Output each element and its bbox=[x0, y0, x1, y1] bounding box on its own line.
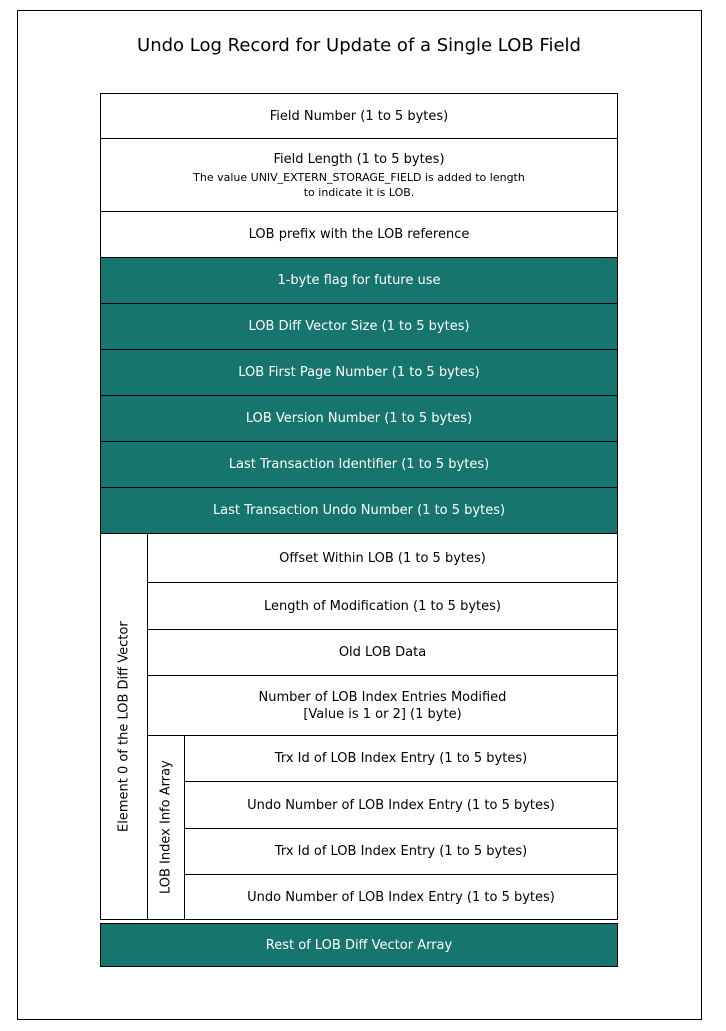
row-label: Trx Id of LOB Index Entry (1 to 5 bytes) bbox=[274, 844, 528, 859]
row-offset-within-lob bbox=[148, 534, 617, 582]
row-undo-number-lob-index-entry-1 bbox=[185, 782, 617, 828]
element0-vertical-label: Element 0 of the LOB Diff Vector bbox=[101, 534, 147, 919]
row-field-number bbox=[101, 94, 617, 138]
row-label: Trx Id of LOB Index Entry (1 to 5 bytes) bbox=[274, 751, 528, 766]
row-label: Undo Number of LOB Index Entry (1 to 5 bytes) bbox=[247, 797, 555, 813]
row-last-transaction-identifier bbox=[101, 442, 617, 487]
row-label: Undo Number of LOB Index Entry (1 to 5 bytes) bbox=[247, 889, 555, 905]
row-lob-diff-vector-size bbox=[101, 304, 617, 349]
row-label: LOB prefix with the LOB reference bbox=[248, 227, 470, 242]
row-length-of-modification bbox=[148, 583, 617, 629]
row-label: Last Transaction Undo Number (1 to 5 bytes) bbox=[212, 503, 506, 518]
row-last-transaction-undo-number bbox=[101, 488, 617, 533]
row-label: Rest of LOB Diff Vector Array bbox=[265, 937, 453, 953]
row-label: LOB First Page Number (1 to 5 bytes) bbox=[238, 365, 480, 380]
diagram-title: Undo Log Record for Update of a Single LOB Field bbox=[137, 35, 581, 56]
lob-index-info-section bbox=[148, 736, 617, 919]
row-label: Offset Within LOB (1 to 5 bytes) bbox=[279, 550, 486, 566]
row-field-length bbox=[101, 139, 617, 211]
row-label: Number of LOB Index Entries Modified bbox=[258, 689, 507, 705]
row-label: Length of Modification (1 to 5 bytes) bbox=[264, 598, 501, 614]
row-label: 1-byte flag for future use bbox=[277, 273, 441, 288]
row-undo-number-lob-index-entry-2 bbox=[185, 875, 617, 919]
row-number-of-lob-index-entries bbox=[148, 676, 617, 735]
row-label-line2: [Value is 1 or 2] (1 byte) bbox=[303, 706, 462, 722]
field-length-note-line1: The value UNIV_EXTERN_STORAGE_FIELD is added to length bbox=[193, 170, 525, 184]
row-rest-of-lob-diff-vector-array bbox=[100, 923, 618, 967]
row-lob-version-number bbox=[101, 396, 617, 441]
record-table bbox=[100, 93, 618, 920]
row-label: Field Number (1 to 5 bytes) bbox=[269, 108, 449, 124]
undo-log-record-diagram bbox=[100, 93, 618, 967]
row-label: LOB Version Number (1 to 5 bytes) bbox=[245, 411, 473, 426]
row-lob-prefix bbox=[101, 212, 617, 257]
row-label: Field Length (1 to 5 bytes) bbox=[273, 151, 445, 167]
row-trx-id-lob-index-entry-2 bbox=[185, 829, 617, 874]
element0-section bbox=[101, 534, 617, 919]
row-label: Last Transaction Identifier (1 to 5 bytes) bbox=[228, 457, 490, 472]
row-label: LOB Diff Vector Size (1 to 5 bytes) bbox=[248, 319, 470, 334]
row-label: Old LOB Data bbox=[338, 645, 427, 660]
row-flag-future-use bbox=[101, 258, 617, 303]
row-old-lob-data bbox=[148, 630, 617, 675]
field-length-note-line2: to indicate it is LOB. bbox=[303, 185, 415, 199]
row-trx-id-lob-index-entry-1 bbox=[185, 736, 617, 781]
lob-index-info-vertical-label: LOB Index Info Array bbox=[148, 736, 184, 919]
row-lob-first-page-number bbox=[101, 350, 617, 395]
